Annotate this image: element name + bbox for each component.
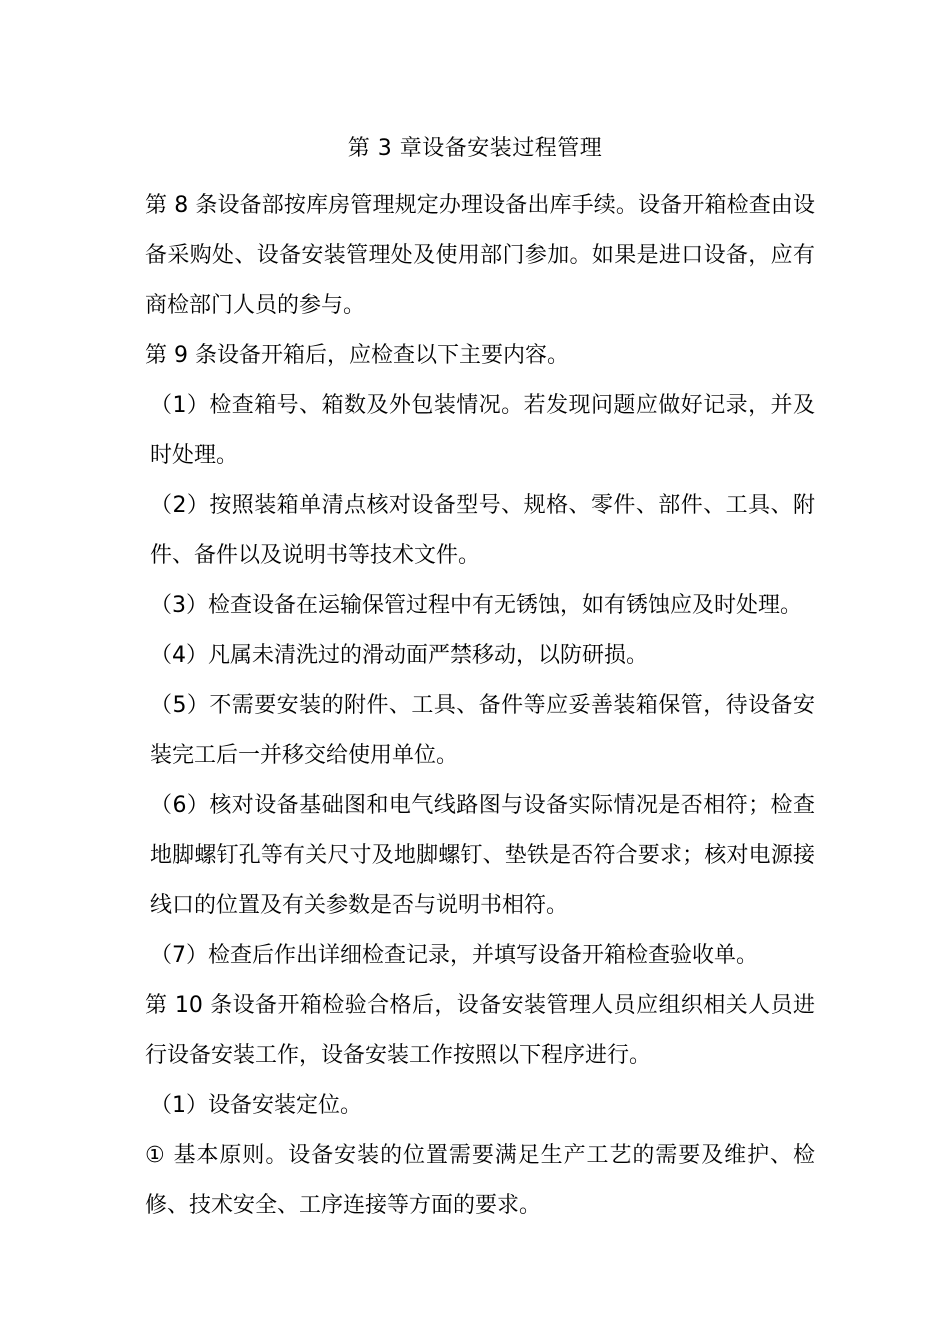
document-body bbox=[145, 181, 815, 1231]
article-10-paragraph: 第 10 条设备开箱检验合格后，设备安装管理人员应组织相关人员进行设备安装工作，设备安装工作按照以下程序进行。 bbox=[145, 993, 815, 1068]
list-item: （2）按照装箱单清点核对设备型号、规格、零件、部件、工具、附件、备件以及说明书等技术文件。 bbox=[150, 493, 815, 568]
list-item: （1）检查箱号、箱数及外包装情况。若发现问题应做好记录，并及时处理。 bbox=[150, 393, 815, 468]
principle-paragraph: ① 基本原则。设备安装的位置需要满足生产工艺的需要及维护、检修、技术安全、工序连接等方面的要求。 bbox=[145, 1143, 815, 1218]
article-8-paragraph: 第 8 条设备部按库房管理规定办理设备出库手续。设备开箱检查由设备采购处、设备安装管理处及使用部门参加。如果是进口设备，应有商检部门人员的参与。 bbox=[145, 193, 815, 318]
list-item: （1）设备安装定位。 bbox=[150, 1093, 362, 1118]
list-item: （7）检查后作出详细检查记录，并填写设备开箱检查验收单。 bbox=[150, 943, 758, 968]
chapter-title: 第 3 章设备安装过程管理 bbox=[347, 136, 603, 161]
list-item: （4）凡属未清洗过的滑动面严禁移动，以防研损。 bbox=[150, 643, 648, 668]
list-item: （5）不需要安装的附件、工具、备件等应妥善装箱保管，待设备安装完工后一并移交给使用单位。 bbox=[150, 693, 815, 768]
article-9-paragraph: 第 9 条设备开箱后，应检查以下主要内容。 bbox=[145, 343, 569, 368]
list-item: （3）检查设备在运输保管过程中有无锈蚀，如有锈蚀应及时处理。 bbox=[150, 593, 802, 618]
list-item: （6）核对设备基础图和电气线路图与设备实际情况是否相符；检查地脚螺钉孔等有关尺寸及地脚螺钉、垫铁是否符合要求；核对电源接线口的位置及有关参数是否与说明书相符。 bbox=[150, 793, 815, 918]
